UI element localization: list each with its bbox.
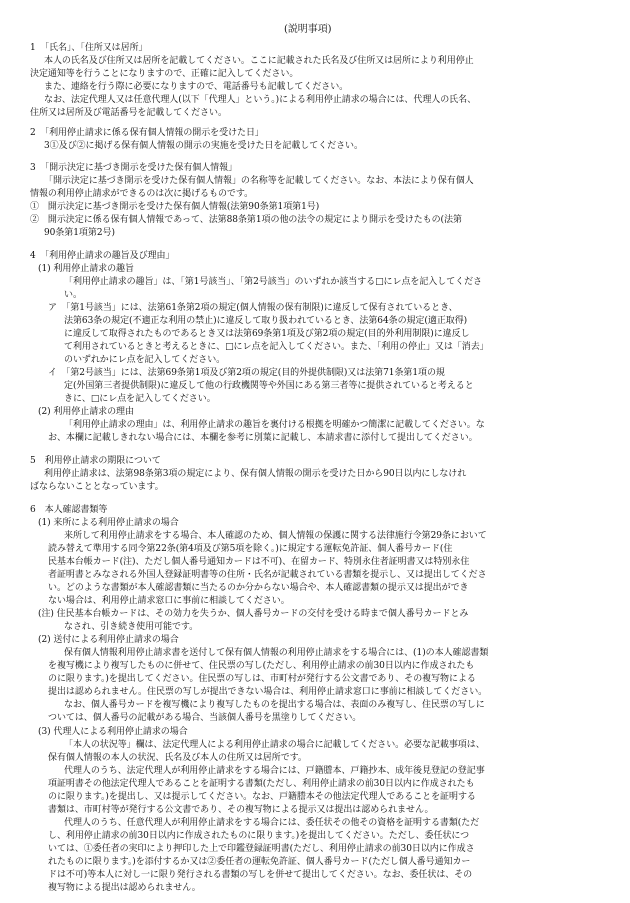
text-line: 定(外国第三者提供制限)に違反して他の行政機関等や外国にある第三者等に提供されていると考えると xyxy=(64,381,474,391)
text-line: 3①及び②に掲げる保有個人情報の開示の実施を受けた日を記載してください。 xyxy=(44,141,363,151)
text-line: ばならないこととなっています。 xyxy=(30,482,164,492)
text-line: 決定通知等を行うことになりますので、正確に記入してください。 xyxy=(30,69,299,79)
text-line: (2) 利用停止請求の理由 xyxy=(38,407,134,417)
text-line: イ 「第2号該当」には、法第69条第1項及び第2項の規定(目的外提供制限)又は法第71条第1項の規 xyxy=(48,368,445,378)
text-line: 5 利用停止請求の期限について xyxy=(30,456,161,466)
text-line: 代理人のうち、法定代理人が利用停止請求をする場合には、戸籍謄本、戸籍抄本、成年後見登記の登記事 xyxy=(64,766,485,776)
text-line: に違反して取得されたものであるとき又は法第69条第1項及び第2項の規定(目的外利用制限)に違反し xyxy=(64,329,470,339)
text-line: お、本欄に記載しきれない場合には、本欄を参考に別葉に記載し、本請求書に添付して提出してください。 xyxy=(48,433,478,443)
text-line: 法第63条の規定(不適正な利用の禁止)に違反して取り扱われているとき、法第64条の規定(適正取得) xyxy=(64,316,468,326)
document-title: (説明事項) xyxy=(284,24,332,35)
text-line: 2 「利用停止請求に係る保有個人情報の開示を受けた日」 xyxy=(30,128,264,138)
text-line: 者証明書とみなされる外国人登録証明書等の住所・氏名が記載されている書類を提示し、又は提出してくださ xyxy=(48,570,487,580)
text-line: 民基本台帳カード(注)、ただし個人番号通知カードは不可)、在留カード、特別永住者証明書又は特別永住 xyxy=(48,557,470,567)
text-line: 複写物による提出は認められません。 xyxy=(48,883,201,893)
text-line: (2) 送付による利用停止請求の場合 xyxy=(38,635,179,645)
text-line: いては、①委任者の実印により押印した上で印鑑登録証明書(ただし、利用停止請求の前30日以内に作成さ xyxy=(48,844,475,854)
text-line: ドは不可)等本人に対し一に限り発行される書類の写しを併せて提出してください。なお、委任状は、その xyxy=(48,870,473,880)
text-line: 項証明書その他法定代理人であることを証明する書類(ただし、利用停止請求の前30日以内に作成されたも xyxy=(48,779,475,789)
text-line: また、連絡を行う際に必要になりますので、電話番号も記載してください。 xyxy=(44,82,349,92)
text-line: 3 「開示決定に基づき開示を受けた保有個人情報」 xyxy=(30,163,238,173)
text-line: ついては、個人番号の記載がある場合、当該個人番号を黒塗りしてください。 xyxy=(48,713,362,723)
text-line: (1) 来所による利用停止請求の場合 xyxy=(38,518,179,528)
text-line: (注) 住民基本台帳カードは、その効力を失うか、個人番号カードの交付を受ける時まで個人番号カードとみ xyxy=(38,609,469,619)
text-line: なされ、引き続き使用可能です。 xyxy=(64,622,199,632)
text-line: 「利用停止請求の理由」は、利用停止請求の趣旨を裏付ける根拠を明確かつ簡潔に記載してください。な xyxy=(64,420,485,430)
text-line: 90条第1項第2号) xyxy=(44,228,115,238)
text-line: ② 開示決定に係る保有個人情報であって、法第88条第1項の他の法令の規定により開示を受けたもの(法第 xyxy=(30,215,462,225)
text-line: 利用停止請求は、法第98条第3項の規定により、保有個人情報の開示を受けた日から90日以内にしなけれ xyxy=(44,469,467,479)
text-line: 6 本人確認書類等 xyxy=(30,505,108,515)
text-line: 読み替えて準用する同令第22条(第4項及び第5項を除く。)に規定する運転免許証、個人番号カード(住 xyxy=(48,544,453,554)
text-line: て利用されているときと考えるときに、□にレ点を記入してください。また、「利用の停止」又は「消去」 xyxy=(64,342,489,352)
text-line: い。 xyxy=(64,290,82,300)
text-line: 「本人の状況等」欄は、法定代理人による利用停止請求の場合に記載してください。必要な記載事項は、 xyxy=(64,740,485,750)
text-line: い。どのような書類が本人確認書類に当たるのか分からない場合や、本人確認書類の提示又は提出ができ xyxy=(48,583,469,593)
text-line: 来所して利用停止請求をする場合、本人確認のため、個人情報の保護に関する法律施行令第29条において xyxy=(64,531,487,541)
text-line: 住所又は居所及び電話番号を記載してください。 xyxy=(30,108,227,118)
text-line: 4 「利用停止請求の趣旨及び理由」 xyxy=(30,251,175,261)
text-line: (1) 利用停止請求の趣旨 xyxy=(38,264,134,274)
text-line: 保有個人情報利用停止請求書を送付して保有個人情報の利用停止請求をする場合には、(1)の本人確認書類 xyxy=(64,648,489,658)
text-line: のに限ります。)を提出し、又は提示してください。なお、戸籍謄本その他法定代理人であることを証明する xyxy=(48,792,476,802)
text-line: 「利用停止請求の趣旨」は、「第1号該当」、「第2号該当」のいずれか該当する□にレ点を記入してくださ xyxy=(64,277,483,287)
text-line: のいずれかにレ点を記入してください。 xyxy=(64,355,226,365)
text-line: 本人の氏名及び住所又は居所を記載してください。ここに記載された氏名及び住所又は居所により利用停止 xyxy=(44,56,474,66)
text-line: ない場合は、利用停止請求窓口に事前に相談してください。 xyxy=(48,596,290,606)
text-line: きに、□にレ点を記入してください。 xyxy=(64,394,216,404)
text-line: 代理人のうち、任意代理人が利用停止請求をする場合には、委任状その他その資格を証明する書類(ただ xyxy=(64,818,480,828)
text-line: 1 「氏名」、「住所又は居所」 xyxy=(30,43,148,53)
text-line: 提出は認められません。住民票の写しが提出できない場合は、利用停止請求窓口に事前に相談してください。 xyxy=(48,687,488,697)
text-line: なお、個人番号カードを複写機により複写したものを提出する場合は、表面のみ複写し、住民票の写しに xyxy=(64,700,485,710)
text-line: 保有個人情報の本人の状況、氏名及び本人の住所又は居所です。 xyxy=(48,753,307,763)
text-line: なお、法定代理人又は任意代理人(以下「代理人」という。)による利用停止請求の場合には、代理人の氏名、 xyxy=(44,95,477,105)
text-line: 「開示決定に基づき開示を受けた保有個人情報」の名称等を記載してください。なお、本法により保有個人 xyxy=(44,176,474,186)
text-line: ア 「第1号該当」には、法第61条第2項の規定(個人情報の保有制限)に違反して保有されているとき、 xyxy=(48,303,458,313)
text-line: のに限ります。)を提出してください。住民票の写しは、市町村が発行する公文書であり、その複写物による xyxy=(48,674,476,684)
text-line: れたものに限ります。)を添付するか又は②委任者の運転免許証、個人番号カード(ただし個人番号通知カー xyxy=(48,857,471,867)
text-line: 書類は、市町村等が発行する公文書であり、その複写物による提示又は提出は認められません。 xyxy=(48,805,434,815)
text-line: ① 開示決定に基づき開示を受けた保有個人情報(法第90条第1項第1号) xyxy=(30,202,320,212)
text-line: し、利用停止請求の前30日以内に作成されたものに限ります。)を提出してください。ただし、委任状につ xyxy=(48,831,470,841)
text-line: 情報の利用停止請求ができるのは次に掲げるものです。 xyxy=(30,189,254,199)
text-line: を複写機により複写したものに併せて、住民票の写し(ただし、利用停止請求の前30日以内に作成されたも xyxy=(48,661,475,671)
text-line: (3) 代理人による利用停止請求の場合 xyxy=(38,727,188,737)
